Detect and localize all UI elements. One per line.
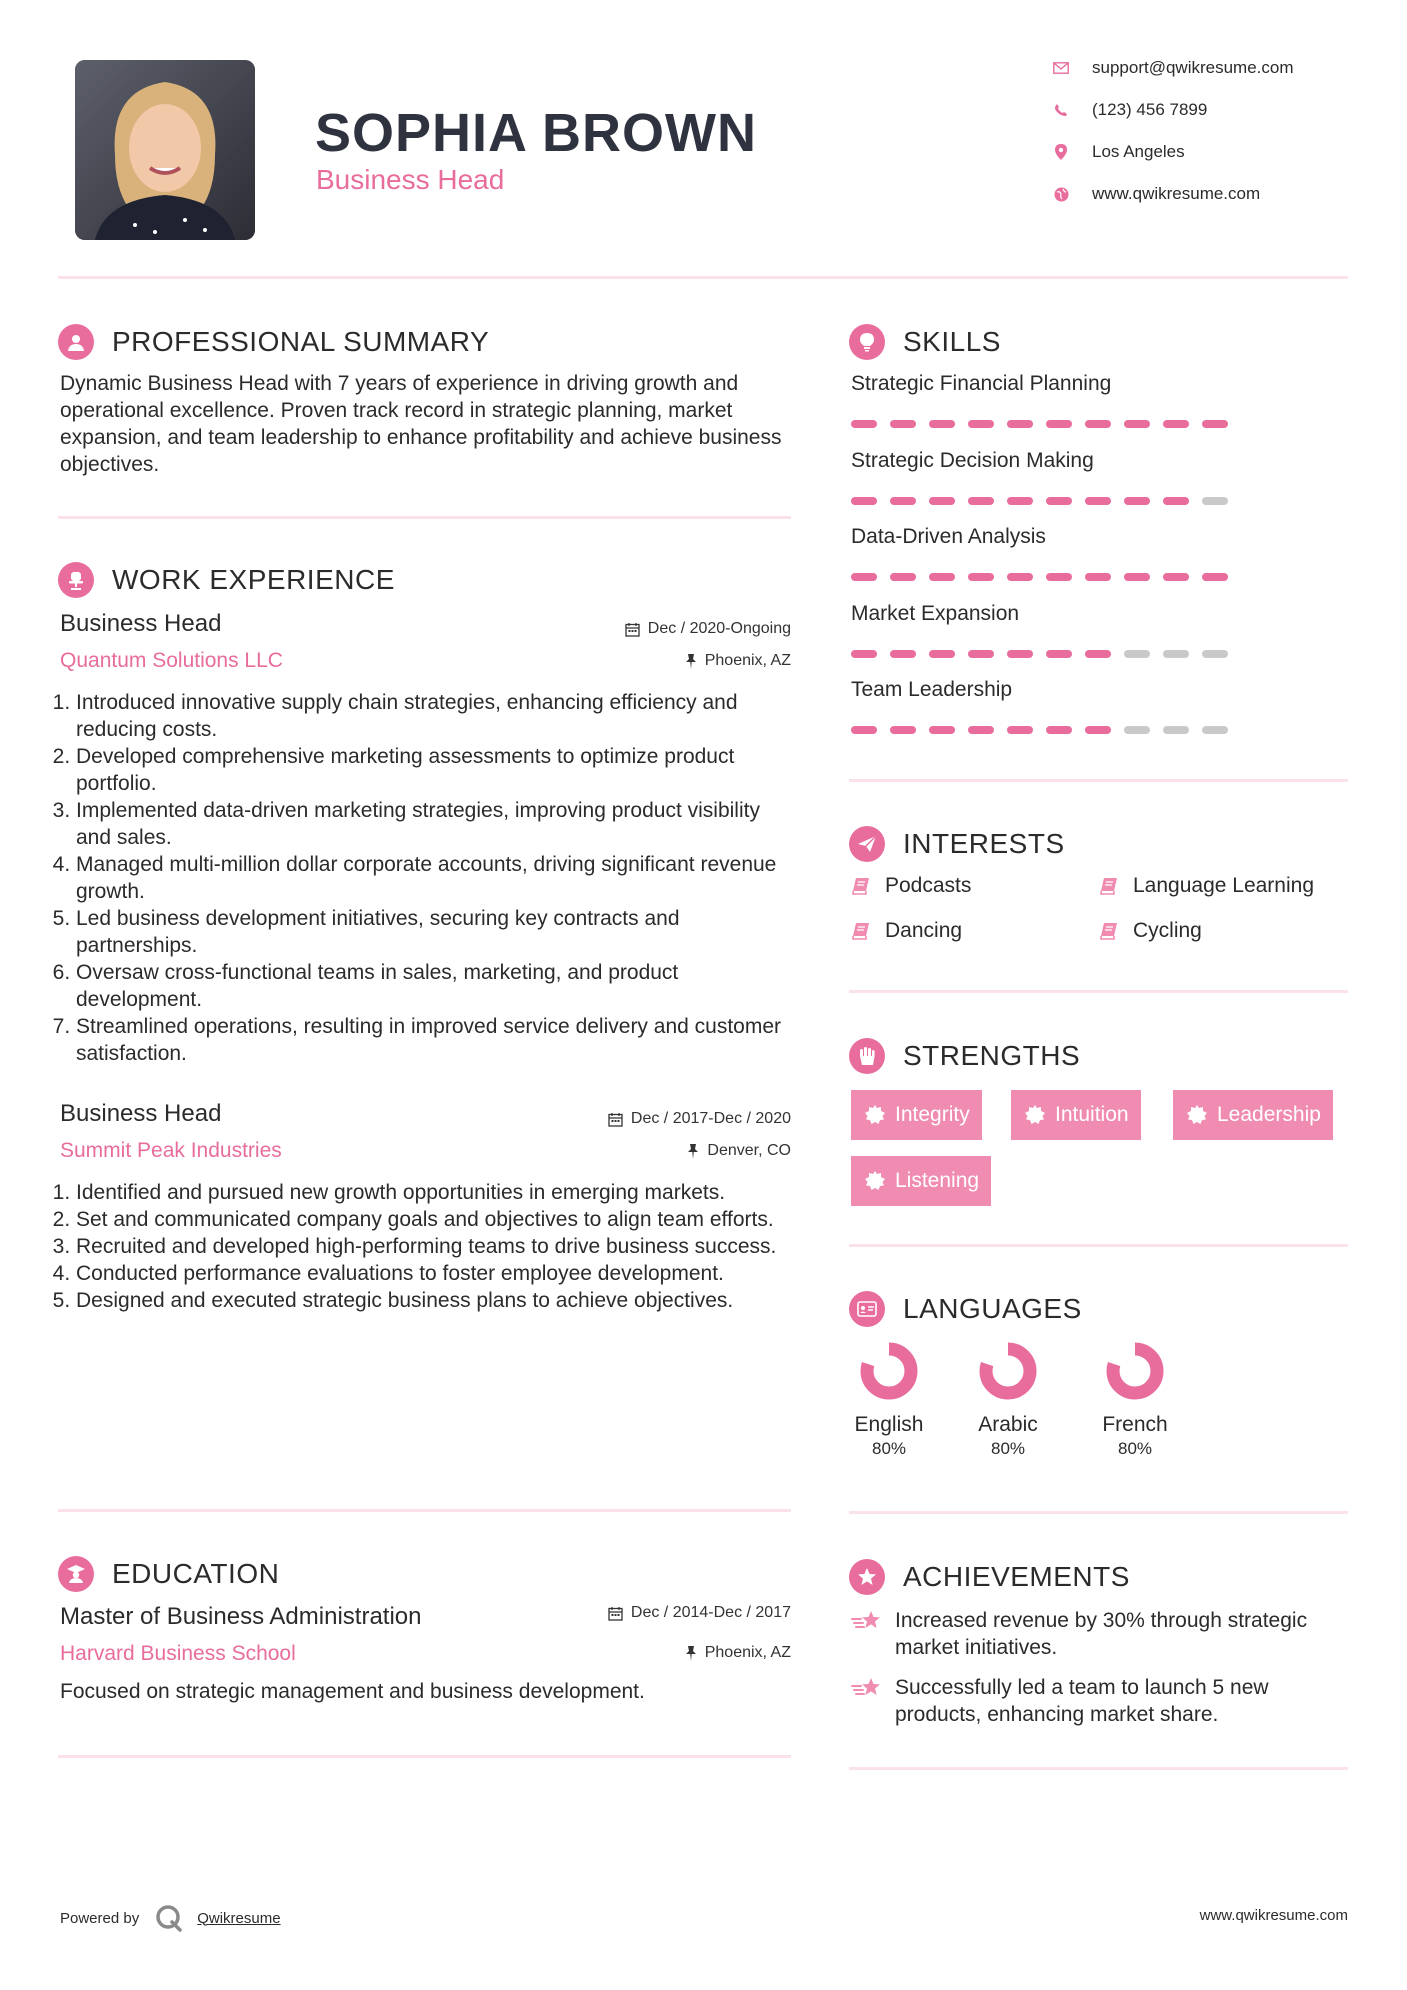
language-item bbox=[839, 1340, 939, 1459]
skill-dash-filled bbox=[1007, 650, 1033, 658]
skill-dash-filled bbox=[968, 420, 994, 428]
language-progress-ring bbox=[1104, 1340, 1166, 1402]
paper-plane-icon bbox=[849, 826, 885, 862]
skill-dash-filled bbox=[929, 650, 955, 658]
mail-icon bbox=[1052, 59, 1070, 77]
skill-dash-empty bbox=[1163, 650, 1189, 658]
skill-dash-filled bbox=[1085, 420, 1111, 428]
skill-dash-filled bbox=[1124, 497, 1150, 505]
skill-dash-filled bbox=[851, 573, 877, 581]
job-title: Business Head bbox=[60, 610, 222, 637]
education-heading: EDUCATION bbox=[58, 1556, 279, 1592]
skill-dash-filled bbox=[1007, 726, 1033, 734]
skill-dash-filled bbox=[851, 726, 877, 734]
skill-dash-filled bbox=[1007, 497, 1033, 505]
book-icon bbox=[1099, 922, 1119, 940]
degree-title: Master of Business Administration bbox=[60, 1603, 422, 1630]
strengths-heading: STRENGTHS bbox=[849, 1038, 1080, 1074]
contact-phone[interactable]: (123) 456 7899 bbox=[1052, 100, 1207, 120]
book-icon bbox=[851, 877, 871, 895]
job-title: Business Head bbox=[60, 1100, 222, 1127]
list-item: 4. Managed multi-million dollar corporate accounts, driving significant revenue growth. bbox=[76, 851, 798, 905]
footer-powered-by: Powered by Qwikresume bbox=[60, 1904, 281, 1932]
candidate-role: Business Head bbox=[316, 164, 505, 195]
calendar-icon bbox=[625, 622, 640, 637]
location-pin-icon bbox=[1052, 143, 1070, 161]
user-icon bbox=[58, 324, 94, 360]
skill-level-meter bbox=[851, 726, 1228, 734]
skill-level-meter bbox=[851, 497, 1228, 505]
job-location: Denver, CO bbox=[687, 1142, 791, 1160]
school-name: Harvard Business School bbox=[60, 1642, 296, 1665]
skill-dash-filled bbox=[890, 650, 916, 658]
pushpin-icon bbox=[685, 1646, 697, 1661]
graduate-icon bbox=[58, 1556, 94, 1592]
language-percent: 80% bbox=[1117, 1439, 1153, 1458]
skill-dash-empty bbox=[1202, 650, 1228, 658]
language-progress-arc bbox=[867, 1349, 911, 1393]
skill-dash-filled bbox=[851, 497, 877, 505]
id-card-icon bbox=[849, 1291, 885, 1327]
job-location: Phoenix, AZ bbox=[685, 652, 791, 670]
skill-dash-filled bbox=[929, 497, 955, 505]
skill-level-meter bbox=[851, 420, 1228, 428]
skill-dash-filled bbox=[1202, 420, 1228, 428]
shooting-star-icon bbox=[851, 1609, 883, 1633]
skill-dash-filled bbox=[1085, 650, 1111, 658]
strength-tag: Intuition bbox=[1011, 1090, 1141, 1140]
list-item: 3. Implemented data-driven marketing strategies, improving product visibility and sales. bbox=[76, 797, 798, 851]
language-progress-arc bbox=[1113, 1349, 1157, 1393]
strengths-divider bbox=[849, 1244, 1348, 1247]
language-name: English bbox=[854, 1413, 924, 1436]
languages-divider bbox=[849, 1511, 1348, 1514]
skill-dash-filled bbox=[1124, 420, 1150, 428]
list-item: 5. Designed and executed strategic business plans to achieve objectives. bbox=[76, 1287, 798, 1314]
list-item: 4. Conducted performance evaluations to foster employee development. bbox=[76, 1260, 798, 1287]
skill-dash-filled bbox=[1085, 573, 1111, 581]
skill-dash-filled bbox=[968, 726, 994, 734]
raised-fist-icon bbox=[849, 1038, 885, 1074]
calendar-icon bbox=[608, 1606, 623, 1621]
achievement-item: Successfully led a team to launch 5 new products, enhancing market share. bbox=[851, 1674, 1331, 1728]
contact-email[interactable]: support@qwikresume.com bbox=[1052, 58, 1294, 78]
skill-dash-empty bbox=[1202, 726, 1228, 734]
job-dates: Dec / 2017-Dec / 2020 bbox=[608, 1110, 791, 1128]
strength-tag: Listening bbox=[851, 1156, 991, 1206]
skill-level-meter bbox=[851, 650, 1228, 658]
gear-icon bbox=[865, 1105, 885, 1125]
lightbulb-icon bbox=[849, 324, 885, 360]
skill-dash-filled bbox=[890, 497, 916, 505]
skill-name: Market Expansion bbox=[851, 601, 1020, 625]
phone-icon bbox=[1052, 101, 1070, 119]
book-icon bbox=[851, 922, 871, 940]
interests-divider bbox=[849, 990, 1348, 993]
interest-item: Podcasts bbox=[851, 874, 971, 898]
language-item bbox=[1085, 1340, 1185, 1459]
skill-dash-empty bbox=[1124, 726, 1150, 734]
list-item: 6. Oversaw cross-functional teams in sales, marketing, and product development. bbox=[76, 959, 798, 1013]
calendar-icon bbox=[608, 1112, 623, 1127]
list-item: 2. Set and communicated company goals and objectives to align team efforts. bbox=[76, 1206, 798, 1233]
skill-dash-filled bbox=[1007, 420, 1033, 428]
summary-divider bbox=[58, 516, 791, 519]
education-dates: Dec / 2014-Dec / 2017 bbox=[608, 1604, 791, 1622]
contact-location: Los Angeles bbox=[1052, 142, 1185, 162]
skill-dash-empty bbox=[1124, 650, 1150, 658]
company-name: Quantum Solutions LLC bbox=[60, 649, 283, 672]
star-badge-icon bbox=[849, 1559, 885, 1595]
skill-dash-filled bbox=[1163, 573, 1189, 581]
languages-heading: LANGUAGES bbox=[849, 1291, 1082, 1327]
pushpin-icon bbox=[685, 654, 697, 669]
job-dates: Dec / 2020-Ongoing bbox=[625, 620, 791, 638]
skill-dash-filled bbox=[968, 573, 994, 581]
skill-dash-filled bbox=[1124, 573, 1150, 581]
skill-name: Strategic Decision Making bbox=[851, 448, 1094, 472]
strength-tag: Leadership bbox=[1173, 1090, 1333, 1140]
job-responsibilities bbox=[58, 689, 798, 1067]
skills-heading: SKILLS bbox=[849, 324, 1001, 360]
skill-dash-filled bbox=[929, 420, 955, 428]
skill-dash-filled bbox=[1007, 573, 1033, 581]
list-item: 1. Identified and pursued new growth opportunities in emerging markets. bbox=[76, 1179, 798, 1206]
list-item: 5. Led business development initiatives, securing key contracts and partnerships. bbox=[76, 905, 798, 959]
skill-dash-filled bbox=[1046, 420, 1072, 428]
skill-dash-filled bbox=[929, 726, 955, 734]
education-description: Focused on strategic management and business development. bbox=[60, 1680, 645, 1703]
skill-name: Data-Driven Analysis bbox=[851, 525, 1046, 548]
education-divider bbox=[58, 1755, 791, 1758]
language-name: Arabic bbox=[978, 1413, 1038, 1436]
achievement-item: Increased revenue by 30% through strategic market initiatives. bbox=[851, 1607, 1331, 1661]
pushpin-icon bbox=[687, 1144, 699, 1159]
job-responsibilities bbox=[58, 1179, 798, 1314]
office-chair-icon bbox=[58, 562, 94, 598]
achievements-divider bbox=[849, 1767, 1348, 1770]
interest-item: Cycling bbox=[1099, 919, 1202, 943]
skill-level-meter bbox=[851, 573, 1228, 581]
interests-heading: INTERESTS bbox=[849, 826, 1065, 862]
language-progress-ring bbox=[977, 1340, 1039, 1402]
profile-photo bbox=[75, 60, 255, 240]
language-percent: 80% bbox=[990, 1439, 1026, 1458]
education-location: Phoenix, AZ bbox=[685, 1644, 791, 1662]
skill-dash-filled bbox=[851, 420, 877, 428]
skill-dash-filled bbox=[968, 497, 994, 505]
list-item: 3. Recruited and developed high-performing teams to drive business success. bbox=[76, 1233, 798, 1260]
language-percent: 80% bbox=[871, 1439, 907, 1458]
skill-dash-filled bbox=[1202, 573, 1228, 581]
summary-heading: PROFESSIONAL SUMMARY bbox=[58, 324, 489, 360]
skill-dash-filled bbox=[929, 573, 955, 581]
qwikresume-logo-icon bbox=[155, 1904, 183, 1932]
skill-dash-filled bbox=[1046, 573, 1072, 581]
book-icon bbox=[1099, 877, 1119, 895]
interest-item: Language Learning bbox=[1099, 874, 1314, 898]
skill-dash-filled bbox=[890, 420, 916, 428]
footer-website[interactable]: www.qwikresume.com bbox=[1199, 1907, 1348, 1924]
header-divider bbox=[58, 276, 1348, 279]
skill-dash-filled bbox=[1046, 497, 1072, 505]
gear-icon bbox=[1187, 1105, 1207, 1125]
skill-dash-filled bbox=[1085, 497, 1111, 505]
skill-dash-filled bbox=[968, 650, 994, 658]
skill-dash-empty bbox=[1202, 497, 1228, 505]
skill-dash-filled bbox=[890, 726, 916, 734]
experience-heading: WORK EXPERIENCE bbox=[58, 562, 395, 598]
skills-divider bbox=[849, 779, 1348, 782]
list-item: 1. Introduced innovative supply chain strategies, enhancing efficiency and reducing costs. bbox=[76, 689, 798, 743]
experience-divider bbox=[58, 1509, 791, 1512]
language-progress-arc bbox=[986, 1349, 1030, 1393]
language-name: French bbox=[1102, 1413, 1168, 1436]
shooting-star-icon bbox=[851, 1676, 883, 1700]
skill-dash-filled bbox=[890, 573, 916, 581]
achievements-heading: ACHIEVEMENTS bbox=[849, 1559, 1130, 1595]
candidate-name: SOPHIA BROWN bbox=[315, 103, 757, 163]
skill-dash-empty bbox=[1163, 726, 1189, 734]
skill-name: Team Leadership bbox=[851, 678, 1013, 701]
language-item bbox=[958, 1340, 1058, 1459]
skill-dash-filled bbox=[1163, 497, 1189, 505]
interest-item: Dancing bbox=[851, 919, 962, 943]
globe-icon bbox=[1052, 185, 1070, 203]
summary-text: Dynamic Business Head with 7 years of experience in driving growth and operational excellence. Proven track record in strategic planning, market expansion, and team leadership to enhance profitability and achieve business objectives. bbox=[60, 372, 782, 476]
gear-icon bbox=[865, 1171, 885, 1191]
skill-dash-filled bbox=[1046, 726, 1072, 734]
company-name: Summit Peak Industries bbox=[60, 1139, 282, 1162]
skill-name: Strategic Financial Planning bbox=[851, 372, 1112, 395]
skill-dash-filled bbox=[1085, 726, 1111, 734]
list-item: 2. Developed comprehensive marketing assessments to optimize product portfolio. bbox=[76, 743, 798, 797]
gear-icon bbox=[1025, 1105, 1045, 1125]
contact-website[interactable]: www.qwikresume.com bbox=[1052, 184, 1260, 204]
list-item: 7. Streamlined operations, resulting in improved service delivery and customer satisfaction. bbox=[76, 1013, 798, 1067]
skill-dash-filled bbox=[1046, 650, 1072, 658]
language-progress-ring bbox=[858, 1340, 920, 1402]
strength-tag: Integrity bbox=[851, 1090, 982, 1140]
skill-dash-filled bbox=[1163, 420, 1189, 428]
qwikresume-link[interactable]: Qwikresume bbox=[197, 1909, 281, 1927]
skill-dash-filled bbox=[851, 650, 877, 658]
